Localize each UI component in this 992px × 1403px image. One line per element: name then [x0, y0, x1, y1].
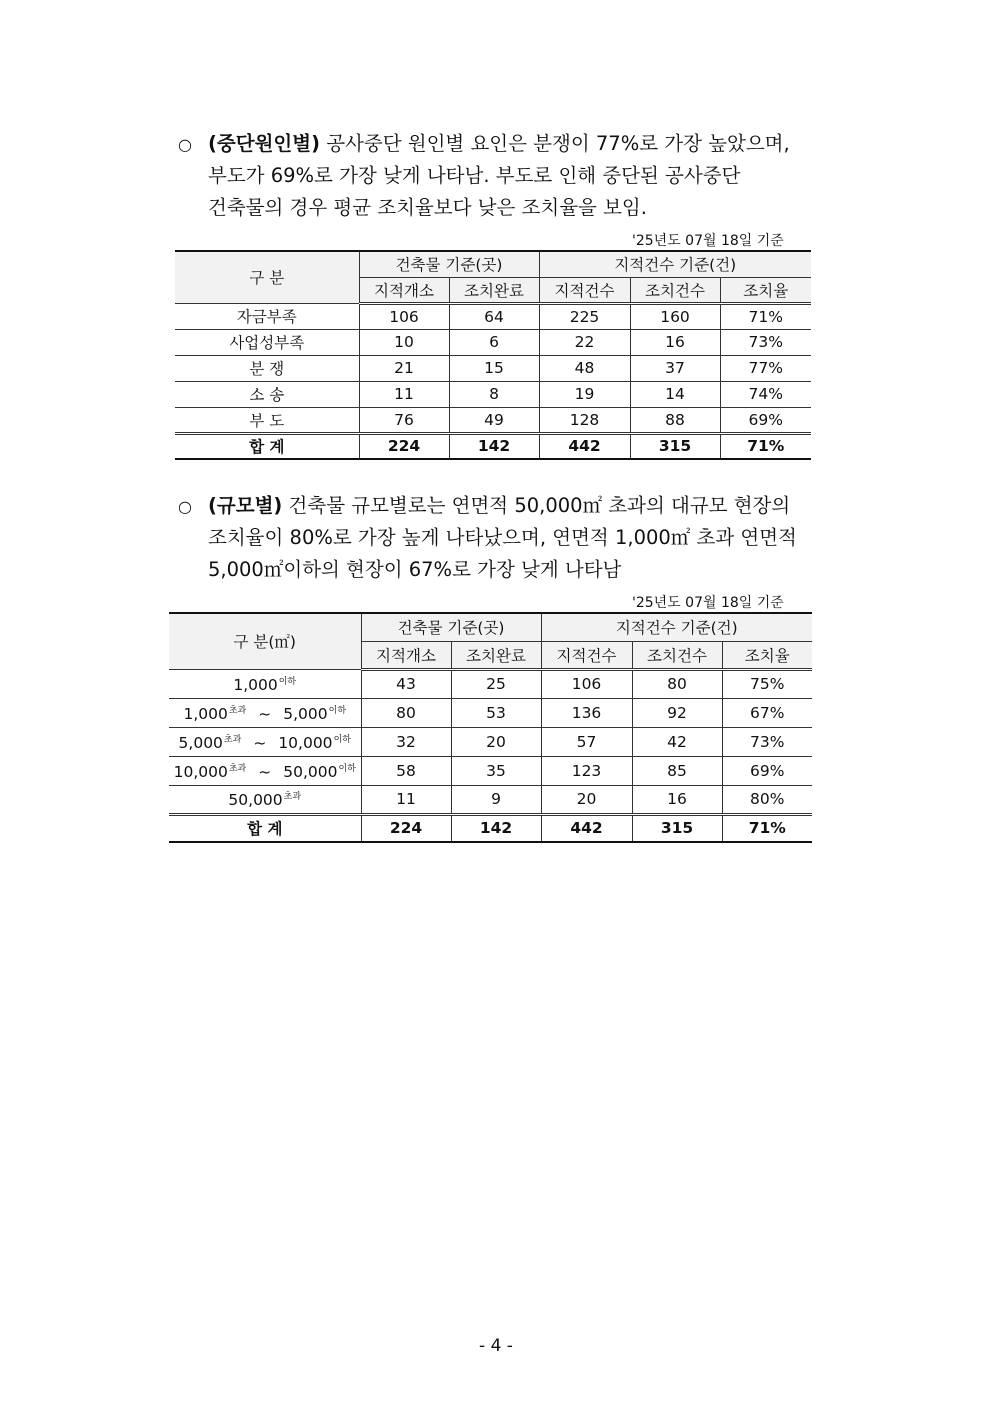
table-total-row: [169, 814, 812, 842]
range-separator: ~: [258, 704, 272, 723]
row-label: 분 쟁: [175, 355, 359, 381]
cell: 20: [541, 785, 632, 814]
cell: 106: [359, 303, 449, 329]
cell: 224: [359, 433, 449, 459]
table-row: [175, 303, 811, 329]
range-from-qualifier: 초과: [223, 734, 242, 745]
table2-subheader: 지적건수: [541, 641, 632, 669]
row-label: [169, 785, 361, 814]
table2-header-category: 구 분(㎡): [169, 613, 361, 669]
section-causes-text3: 건축물의 경우 평균 조치율보다 낮은 조치율을 보임.: [208, 196, 647, 219]
section-scale-heading: (규모별): [208, 494, 283, 517]
row-label: 자금부족: [175, 303, 359, 329]
row-label: 사업성부족: [175, 329, 359, 355]
row-label: [169, 698, 361, 727]
table1-header-category: 구 분: [175, 251, 359, 303]
table2-subheader: 지적개소: [361, 641, 451, 669]
cell: 67%: [722, 698, 812, 727]
range-from-qualifier: 초과: [228, 705, 247, 716]
table1-subheader: 지적건수: [539, 277, 630, 303]
cell: 20: [451, 727, 541, 756]
section-causes: [178, 128, 828, 224]
range-to-qualifier: 이하: [333, 734, 351, 745]
table-total-row: [175, 433, 811, 459]
cell: 142: [449, 433, 539, 459]
cell: 71%: [720, 433, 811, 459]
table1-subheader: 지적개소: [359, 277, 449, 303]
cell: 64: [449, 303, 539, 329]
cell: 160: [630, 303, 720, 329]
cell: 142: [451, 814, 541, 842]
section-scale: [178, 490, 828, 586]
range-to-qualifier: 이하: [338, 763, 356, 774]
cell: 136: [541, 698, 632, 727]
cell: 69%: [720, 407, 811, 433]
cell: 74%: [720, 381, 811, 407]
cell: 16: [630, 329, 720, 355]
cell: 85: [632, 756, 722, 785]
cell: 19: [539, 381, 630, 407]
table1-header-case-group: 지적건수 기준(건): [539, 251, 811, 277]
range-from: 5,000: [178, 733, 223, 752]
table-row: [169, 669, 812, 698]
total-label: 합 계: [175, 433, 359, 459]
cell: 80%: [722, 785, 812, 814]
table2-header-building-group: 건축물 기준(곳): [361, 613, 541, 641]
cell: 6: [449, 329, 539, 355]
cell: 71%: [720, 303, 811, 329]
section-causes-text2: 부도가 69%로 가장 낮게 나타남. 부도로 인해 중단된 공사중단: [208, 164, 741, 187]
cell: 76: [359, 407, 449, 433]
table-by-scale: [169, 612, 812, 843]
range-from: 10,000: [173, 762, 228, 781]
page-number: - 4 -: [479, 1336, 513, 1356]
table1-subheader: 조치완료: [449, 277, 539, 303]
range-separator: ~: [258, 762, 272, 781]
cell: 69%: [722, 756, 812, 785]
cell: 71%: [722, 814, 812, 842]
table2-basis-date: '25년도 07월 18일 기준: [632, 595, 784, 611]
table2-subheader: 조치완료: [451, 641, 541, 669]
row-label: [169, 669, 361, 698]
range-from-qualifier: 이하: [278, 676, 297, 687]
range-from: 50,000: [228, 791, 283, 809]
table-row: [175, 329, 811, 355]
cell: 128: [539, 407, 630, 433]
cell: 58: [361, 756, 451, 785]
table1-subheader: 조치건수: [630, 277, 720, 303]
cell: 14: [630, 381, 720, 407]
range-from-qualifier: 초과: [228, 763, 247, 774]
cell: 77%: [720, 355, 811, 381]
table1-subheader: 조치율: [720, 277, 811, 303]
section-scale-text1: 건축물 규모별로는 연면적 50,000㎡ 초과의 대규모 현장의: [282, 494, 791, 517]
range-from: 1,000: [233, 675, 278, 694]
range-to: 5,000: [283, 704, 328, 723]
bullet-circle-icon: ○: [178, 135, 192, 154]
cell: 315: [632, 814, 722, 842]
table2-subheader: 조치율: [722, 641, 812, 669]
cell: 16: [632, 785, 722, 814]
cell: 48: [539, 355, 630, 381]
cell: 9: [451, 785, 541, 814]
range-from-qualifier: 초과: [283, 792, 302, 802]
table-row: [169, 785, 812, 814]
table-row: [175, 407, 811, 433]
cell: 43: [361, 669, 451, 698]
row-label: [169, 727, 361, 756]
table-row: [175, 355, 811, 381]
cell: 35: [451, 756, 541, 785]
table-row: [169, 698, 812, 727]
range-from: 1,000: [183, 704, 228, 723]
cell: 315: [630, 433, 720, 459]
cell: 80: [632, 669, 722, 698]
cell: 53: [451, 698, 541, 727]
cell: 11: [359, 381, 449, 407]
cell: 224: [361, 814, 451, 842]
cell: 8: [449, 381, 539, 407]
cell: 75%: [722, 669, 812, 698]
table-by-cause: [175, 250, 811, 460]
range-to: 50,000: [283, 762, 338, 781]
range-separator: ~: [253, 733, 267, 752]
table2-subheader: 조치건수: [632, 641, 722, 669]
table1-header-building-group: 건축물 기준(곳): [359, 251, 539, 277]
cell: 225: [539, 303, 630, 329]
cell: 88: [630, 407, 720, 433]
bullet-circle-icon: ○: [178, 497, 192, 516]
cell: 73%: [722, 727, 812, 756]
row-label: [169, 756, 361, 785]
range-to: 10,000: [278, 733, 333, 752]
cell: 22: [539, 329, 630, 355]
cell: 442: [539, 433, 630, 459]
table-row: [169, 756, 812, 785]
section-causes-heading: (중단원인별): [208, 132, 321, 155]
cell: 15: [449, 355, 539, 381]
cell: 80: [361, 698, 451, 727]
table-row: [169, 727, 812, 756]
section-causes-text1: 공사중단 원인별 요인은 분쟁이 77%로 가장 높았으며,: [320, 132, 790, 155]
section-scale-text2: 조치율이 80%로 가장 높게 나타났으며, 연면적 1,000㎡ 초과 연면적: [208, 526, 797, 549]
range-to-qualifier: 이하: [328, 705, 347, 716]
cell: 442: [541, 814, 632, 842]
section-scale-line1: [178, 490, 828, 522]
table-row: [175, 381, 811, 407]
cell: 57: [541, 727, 632, 756]
cell: 11: [361, 785, 451, 814]
row-label: 부 도: [175, 407, 359, 433]
cell: 10: [359, 329, 449, 355]
total-label: 합 계: [169, 814, 361, 842]
table1-basis-date: '25년도 07월 18일 기준: [632, 233, 784, 249]
cell: 49: [449, 407, 539, 433]
cell: 106: [541, 669, 632, 698]
section-scale-text3: 5,000㎡이하의 현장이 67%로 가장 낮게 나타남: [208, 558, 622, 581]
cell: 25: [451, 669, 541, 698]
cell: 21: [359, 355, 449, 381]
cell: 37: [630, 355, 720, 381]
cell: 42: [632, 727, 722, 756]
row-label: 소 송: [175, 381, 359, 407]
cell: 92: [632, 698, 722, 727]
cell: 32: [361, 727, 451, 756]
cell: 123: [541, 756, 632, 785]
section-causes-line1: [178, 128, 828, 160]
table2-header-case-group: 지적건수 기준(건): [541, 613, 812, 641]
cell: 73%: [720, 329, 811, 355]
